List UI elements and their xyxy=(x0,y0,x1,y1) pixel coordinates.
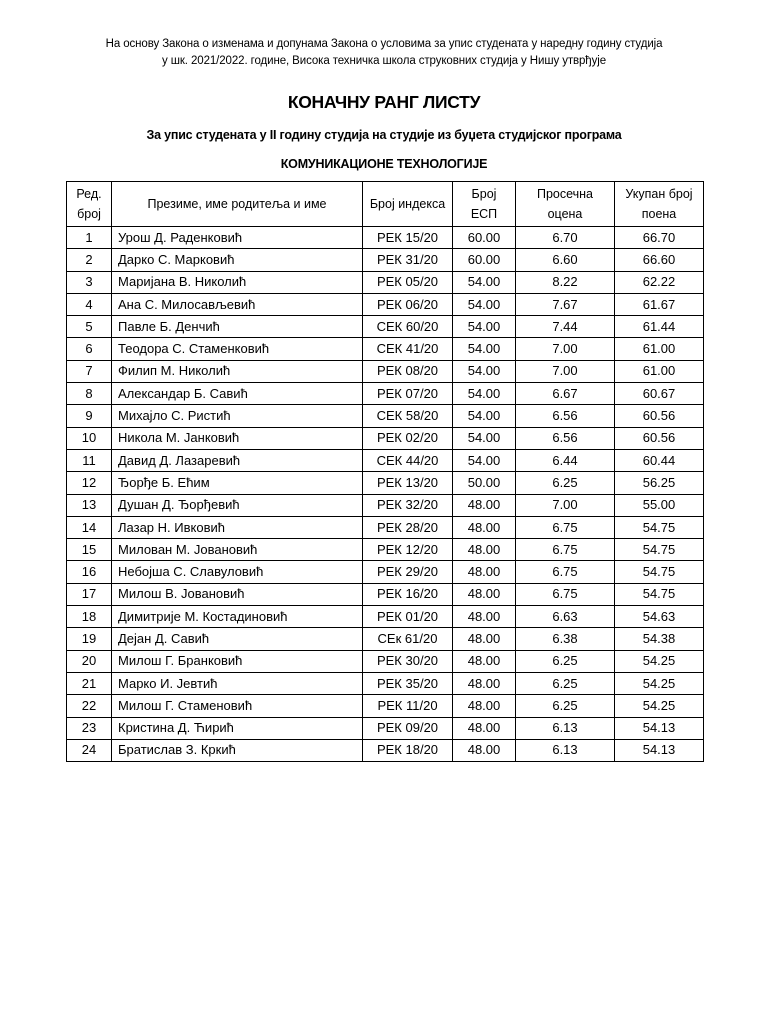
table-row xyxy=(67,494,704,516)
cell-average: 7.00 xyxy=(516,494,615,516)
table-row xyxy=(67,293,704,315)
cell-total: 61.00 xyxy=(615,360,704,382)
cell-average: 6.70 xyxy=(516,227,615,249)
cell-average: 8.22 xyxy=(516,271,615,293)
cell-index: РЕК 29/20 xyxy=(363,561,453,583)
table-header-row xyxy=(67,182,704,227)
cell-rank: 6 xyxy=(67,338,112,360)
cell-name: Небојша С. Славуловић xyxy=(112,561,363,583)
header-index: Број индекса xyxy=(363,182,453,227)
cell-rank: 14 xyxy=(67,516,112,538)
cell-index: РЕК 08/20 xyxy=(363,360,453,382)
table-row xyxy=(67,383,704,405)
cell-espb: 54.00 xyxy=(453,449,516,471)
cell-espb: 50.00 xyxy=(453,472,516,494)
intro-text xyxy=(0,36,768,70)
table-row xyxy=(67,472,704,494)
cell-name: Милош Г. Стаменовић xyxy=(112,695,363,717)
table-row xyxy=(67,606,704,628)
cell-index: СЕК 58/20 xyxy=(363,405,453,427)
cell-rank: 2 xyxy=(67,249,112,271)
cell-total: 60.56 xyxy=(615,427,704,449)
cell-espb: 54.00 xyxy=(453,271,516,293)
cell-average: 6.13 xyxy=(516,739,615,761)
cell-total: 60.44 xyxy=(615,449,704,471)
cell-name: Лазар Н. Ивковић xyxy=(112,516,363,538)
cell-rank: 18 xyxy=(67,606,112,628)
cell-index: РЕК 30/20 xyxy=(363,650,453,672)
cell-espb: 60.00 xyxy=(453,227,516,249)
cell-average: 6.25 xyxy=(516,695,615,717)
cell-rank: 12 xyxy=(67,472,112,494)
header-espb: Број ЕСП xyxy=(453,182,516,227)
cell-name: Дарко С. Марковић xyxy=(112,249,363,271)
cell-espb: 48.00 xyxy=(453,516,516,538)
cell-total: 62.22 xyxy=(615,271,704,293)
cell-total: 54.63 xyxy=(615,606,704,628)
cell-index: РЕК 35/20 xyxy=(363,672,453,694)
cell-rank: 15 xyxy=(67,539,112,561)
cell-average: 6.63 xyxy=(516,606,615,628)
table-row xyxy=(67,561,704,583)
table-row xyxy=(67,739,704,761)
cell-index: РЕК 13/20 xyxy=(363,472,453,494)
table-row xyxy=(67,695,704,717)
cell-average: 6.75 xyxy=(516,561,615,583)
cell-total: 54.25 xyxy=(615,650,704,672)
cell-average: 6.38 xyxy=(516,628,615,650)
cell-index: РЕК 07/20 xyxy=(363,383,453,405)
cell-name: Маријана В. Николић xyxy=(112,271,363,293)
table-row xyxy=(67,650,704,672)
cell-name: Павле Б. Денчић xyxy=(112,316,363,338)
cell-index: СЕк 61/20 xyxy=(363,628,453,650)
cell-name: Филип М. Николић xyxy=(112,360,363,382)
cell-total: 54.75 xyxy=(615,539,704,561)
cell-rank: 20 xyxy=(67,650,112,672)
cell-index: РЕК 31/20 xyxy=(363,249,453,271)
program-name: КОМУНИКАЦИОНЕ ТЕХНОЛОГИЈЕ xyxy=(280,157,488,171)
cell-name: Ђорђе Б. Ећим xyxy=(112,472,363,494)
cell-average: 6.25 xyxy=(516,650,615,672)
cell-total: 54.75 xyxy=(615,561,704,583)
cell-espb: 48.00 xyxy=(453,650,516,672)
cell-index: РЕК 16/20 xyxy=(363,583,453,605)
cell-total: 54.25 xyxy=(615,695,704,717)
cell-name: Теодора С. Стаменковић xyxy=(112,338,363,360)
cell-total: 54.75 xyxy=(615,583,704,605)
cell-index: СЕК 41/20 xyxy=(363,338,453,360)
cell-name: Михајло С. Ристић xyxy=(112,405,363,427)
cell-index: РЕК 11/20 xyxy=(363,695,453,717)
cell-total: 60.56 xyxy=(615,405,704,427)
cell-name: Братислав З. Кркић xyxy=(112,739,363,761)
intro-line-2: у шк. 2021/2022. године, Висока техничка школа струковних студија у Нишу утврђује xyxy=(161,55,607,67)
cell-espb: 54.00 xyxy=(453,316,516,338)
cell-total: 54.75 xyxy=(615,516,704,538)
cell-espb: 54.00 xyxy=(453,338,516,360)
cell-average: 7.00 xyxy=(516,338,615,360)
cell-average: 6.67 xyxy=(516,383,615,405)
cell-average: 6.44 xyxy=(516,449,615,471)
cell-name: Милош В. Јовановић xyxy=(112,583,363,605)
cell-espb: 54.00 xyxy=(453,293,516,315)
cell-espb: 48.00 xyxy=(453,583,516,605)
table-row xyxy=(67,628,704,650)
cell-total: 54.25 xyxy=(615,672,704,694)
cell-espb: 54.00 xyxy=(453,427,516,449)
header-name: Презиме, име родитеља и име xyxy=(112,182,363,227)
cell-name: Димитрије М. Костадиновић xyxy=(112,606,363,628)
cell-total: 54.13 xyxy=(615,739,704,761)
table-row xyxy=(67,316,704,338)
table-row xyxy=(67,427,704,449)
cell-index: РЕК 02/20 xyxy=(363,427,453,449)
cell-index: РЕК 32/20 xyxy=(363,494,453,516)
cell-rank: 11 xyxy=(67,449,112,471)
cell-average: 7.67 xyxy=(516,293,615,315)
cell-espb: 60.00 xyxy=(453,249,516,271)
cell-average: 6.56 xyxy=(516,427,615,449)
cell-name: Милован М. Јовановић xyxy=(112,539,363,561)
cell-index: РЕК 01/20 xyxy=(363,606,453,628)
cell-index: РЕК 15/20 xyxy=(363,227,453,249)
cell-average: 6.13 xyxy=(516,717,615,739)
cell-name: Душан Д. Ђорђевић xyxy=(112,494,363,516)
cell-average: 6.56 xyxy=(516,405,615,427)
cell-rank: 13 xyxy=(67,494,112,516)
cell-total: 56.25 xyxy=(615,472,704,494)
cell-total: 54.13 xyxy=(615,717,704,739)
table-row xyxy=(67,249,704,271)
cell-total: 55.00 xyxy=(615,494,704,516)
cell-espb: 48.00 xyxy=(453,739,516,761)
table-row xyxy=(67,360,704,382)
cell-rank: 22 xyxy=(67,695,112,717)
cell-rank: 21 xyxy=(67,672,112,694)
cell-rank: 24 xyxy=(67,739,112,761)
cell-espb: 54.00 xyxy=(453,360,516,382)
cell-rank: 8 xyxy=(67,383,112,405)
cell-name: Ана С. Милосављевић xyxy=(112,293,363,315)
cell-rank: 16 xyxy=(67,561,112,583)
cell-index: СЕК 44/20 xyxy=(363,449,453,471)
rank-table-body xyxy=(67,227,704,762)
cell-name: Давид Д. Лазаревић xyxy=(112,449,363,471)
table-row xyxy=(67,338,704,360)
cell-espb: 48.00 xyxy=(453,561,516,583)
cell-rank: 3 xyxy=(67,271,112,293)
cell-total: 61.44 xyxy=(615,316,704,338)
cell-espb: 48.00 xyxy=(453,695,516,717)
cell-name: Марко И. Јевтић xyxy=(112,672,363,694)
cell-index: РЕК 12/20 xyxy=(363,539,453,561)
table-row xyxy=(67,516,704,538)
cell-average: 6.25 xyxy=(516,672,615,694)
cell-index: РЕК 06/20 xyxy=(363,293,453,315)
cell-average: 6.60 xyxy=(516,249,615,271)
cell-name: Милош Г. Бранковић xyxy=(112,650,363,672)
cell-index: РЕК 09/20 xyxy=(363,717,453,739)
cell-average: 7.44 xyxy=(516,316,615,338)
cell-name: Никола М. Јанковић xyxy=(112,427,363,449)
cell-total: 66.60 xyxy=(615,249,704,271)
header-average: Просечна оцена xyxy=(516,182,615,227)
cell-rank: 1 xyxy=(67,227,112,249)
table-row xyxy=(67,672,704,694)
header-total: Укупан број поена xyxy=(615,182,704,227)
cell-espb: 54.00 xyxy=(453,405,516,427)
cell-rank: 9 xyxy=(67,405,112,427)
cell-rank: 23 xyxy=(67,717,112,739)
cell-average: 6.75 xyxy=(516,516,615,538)
rank-table xyxy=(66,181,704,762)
table-row xyxy=(67,539,704,561)
table-row xyxy=(67,271,704,293)
cell-espb: 48.00 xyxy=(453,672,516,694)
intro-line-1: На основу Закона о изменама и допунама Закона о условима за упис студената у наредну годину студија xyxy=(105,38,663,50)
cell-index: РЕК 18/20 xyxy=(363,739,453,761)
cell-espb: 54.00 xyxy=(453,383,516,405)
cell-name: Дејан Д. Савић xyxy=(112,628,363,650)
cell-total: 54.38 xyxy=(615,628,704,650)
cell-index: РЕК 28/20 xyxy=(363,516,453,538)
cell-name: Урош Д. Раденковић xyxy=(112,227,363,249)
cell-rank: 10 xyxy=(67,427,112,449)
cell-index: РЕК 05/20 xyxy=(363,271,453,293)
cell-rank: 5 xyxy=(67,316,112,338)
table-row xyxy=(67,717,704,739)
cell-index: СЕК 60/20 xyxy=(363,316,453,338)
cell-name: Кристина Д. Ћирић xyxy=(112,717,363,739)
cell-rank: 7 xyxy=(67,360,112,382)
cell-espb: 48.00 xyxy=(453,606,516,628)
cell-espb: 48.00 xyxy=(453,494,516,516)
cell-espb: 48.00 xyxy=(453,628,516,650)
cell-average: 6.75 xyxy=(516,539,615,561)
cell-average: 6.25 xyxy=(516,472,615,494)
cell-total: 61.67 xyxy=(615,293,704,315)
document-subtitle: За упис студената у II годину студија на студије из буџета студијског програма xyxy=(146,128,622,142)
cell-rank: 4 xyxy=(67,293,112,315)
cell-average: 6.75 xyxy=(516,583,615,605)
header-rank: Ред. број xyxy=(67,182,112,227)
cell-total: 61.00 xyxy=(615,338,704,360)
table-row xyxy=(67,227,704,249)
cell-total: 60.67 xyxy=(615,383,704,405)
cell-rank: 17 xyxy=(67,583,112,605)
cell-espb: 48.00 xyxy=(453,717,516,739)
cell-average: 7.00 xyxy=(516,360,615,382)
cell-rank: 19 xyxy=(67,628,112,650)
table-row xyxy=(67,405,704,427)
cell-espb: 48.00 xyxy=(453,539,516,561)
table-row xyxy=(67,449,704,471)
cell-total: 66.70 xyxy=(615,227,704,249)
document-title: КОНАЧНУ РАНГ ЛИСТУ xyxy=(287,92,481,112)
table-row xyxy=(67,583,704,605)
cell-name: Александар Б. Савић xyxy=(112,383,363,405)
